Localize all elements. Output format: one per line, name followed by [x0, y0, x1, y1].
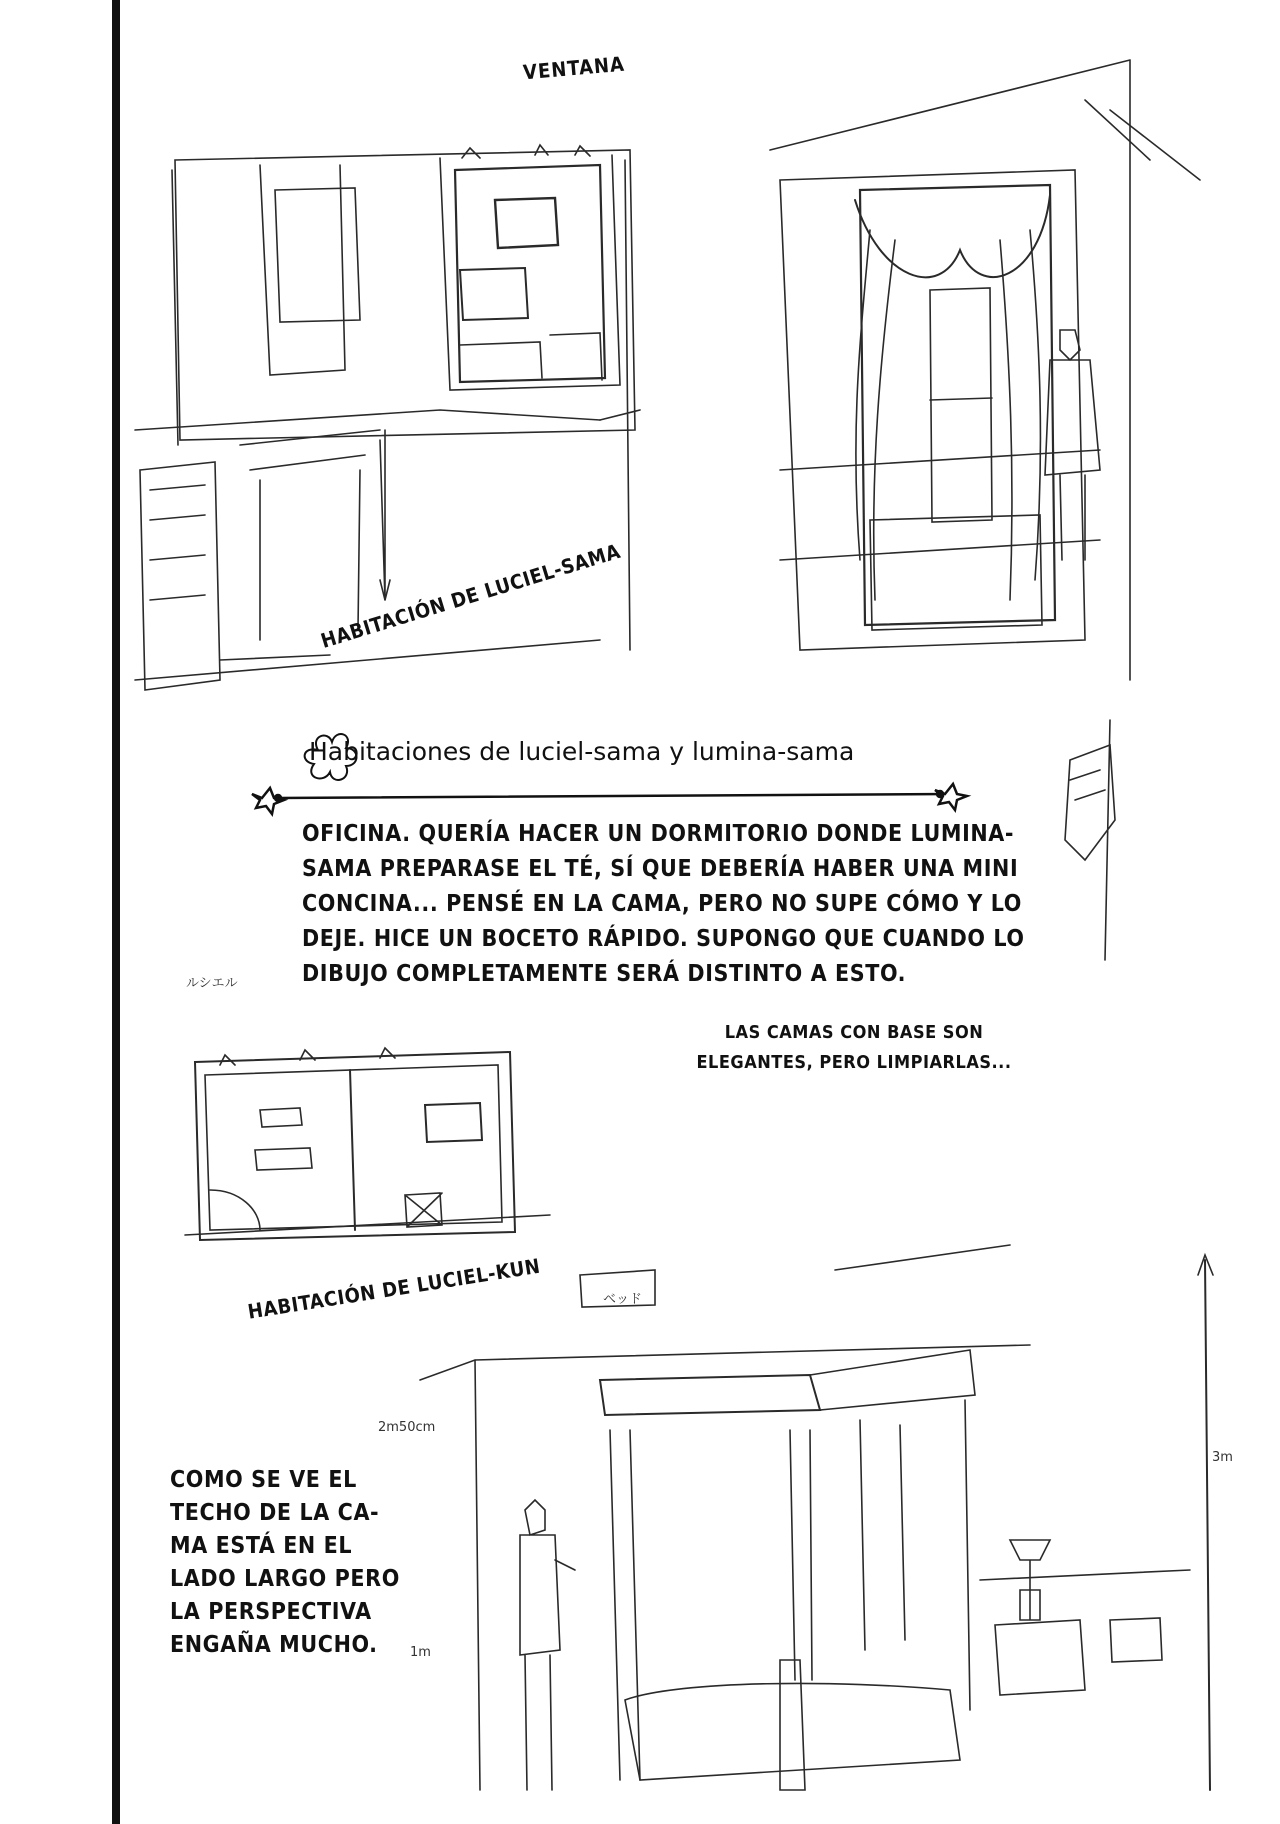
ceiling-note: [170, 1464, 410, 1662]
main-note-line: SAMA PREPARASE EL TÉ, SÍ QUE DEBERÍA HABER UNA MINI: [302, 856, 1019, 882]
main-note-line: OFICINA. QUERÍA HACER UN DORMITORIO DONDE LUMINA-: [302, 821, 1015, 847]
ceiling-note-line: COMO SE VE EL: [170, 1467, 357, 1493]
bed-note-line: ELEGANTES, PERO LIMPIARLAS...: [696, 1052, 1012, 1073]
ceiling-note-line: TECHO DE LA CA-: [170, 1500, 380, 1526]
main-note: [302, 817, 1025, 992]
canopy-bed-sketch: [420, 1245, 1213, 1790]
ceiling-note-line: LADO LARGO PERO: [170, 1566, 400, 1592]
section-title: Habitaciones de luciel-sama y lumina-sama: [309, 737, 855, 766]
ceiling-note-line: ENGAÑA MUCHO.: [170, 1632, 378, 1658]
main-note-line: DEJE. HICE UN BOCETO RÁPIDO. SUPONGO QUE CUANDO LO: [302, 926, 1025, 952]
main-note-line: DIBUJO COMPLETAMENTE SERÁ DISTINTO A ESTO.: [302, 961, 907, 987]
handwritten-note-height-1m: 1m: [410, 1645, 431, 1660]
handwritten-note-height-3m: 3m: [1212, 1450, 1233, 1465]
curtain-detail-sketch: [1065, 720, 1115, 960]
main-note-line: CONCINA... PENSÉ EN LA CAMA, PERO NO SUPE CÓMO Y LO: [302, 891, 1022, 917]
ceiling-note-line: LA PERSPECTIVA: [170, 1599, 372, 1625]
label-room-luciel-kun: HABITACIÓN DE LUCIEL-KUN: [246, 1253, 542, 1324]
label-room-luciel-sama: HABITACIÓN DE LUCIEL-SAMA: [318, 538, 624, 653]
handwritten-note-height-2m50: 2m50cm: [378, 1420, 436, 1435]
window-curtain-sketch: [770, 60, 1200, 680]
handwritten-note-bed-jp: ベッド: [603, 1292, 643, 1307]
ceiling-note-line: MA ESTÁ EN EL: [170, 1533, 353, 1559]
room-plan-sketch-kun: [185, 1048, 550, 1240]
bed-note: [689, 1018, 1019, 1078]
bed-note-line: LAS CAMAS CON BASE SON: [724, 1022, 984, 1043]
label-ventana: VENTANA: [522, 51, 626, 85]
handwritten-note-kun-jp: ルシエル: [186, 976, 238, 991]
